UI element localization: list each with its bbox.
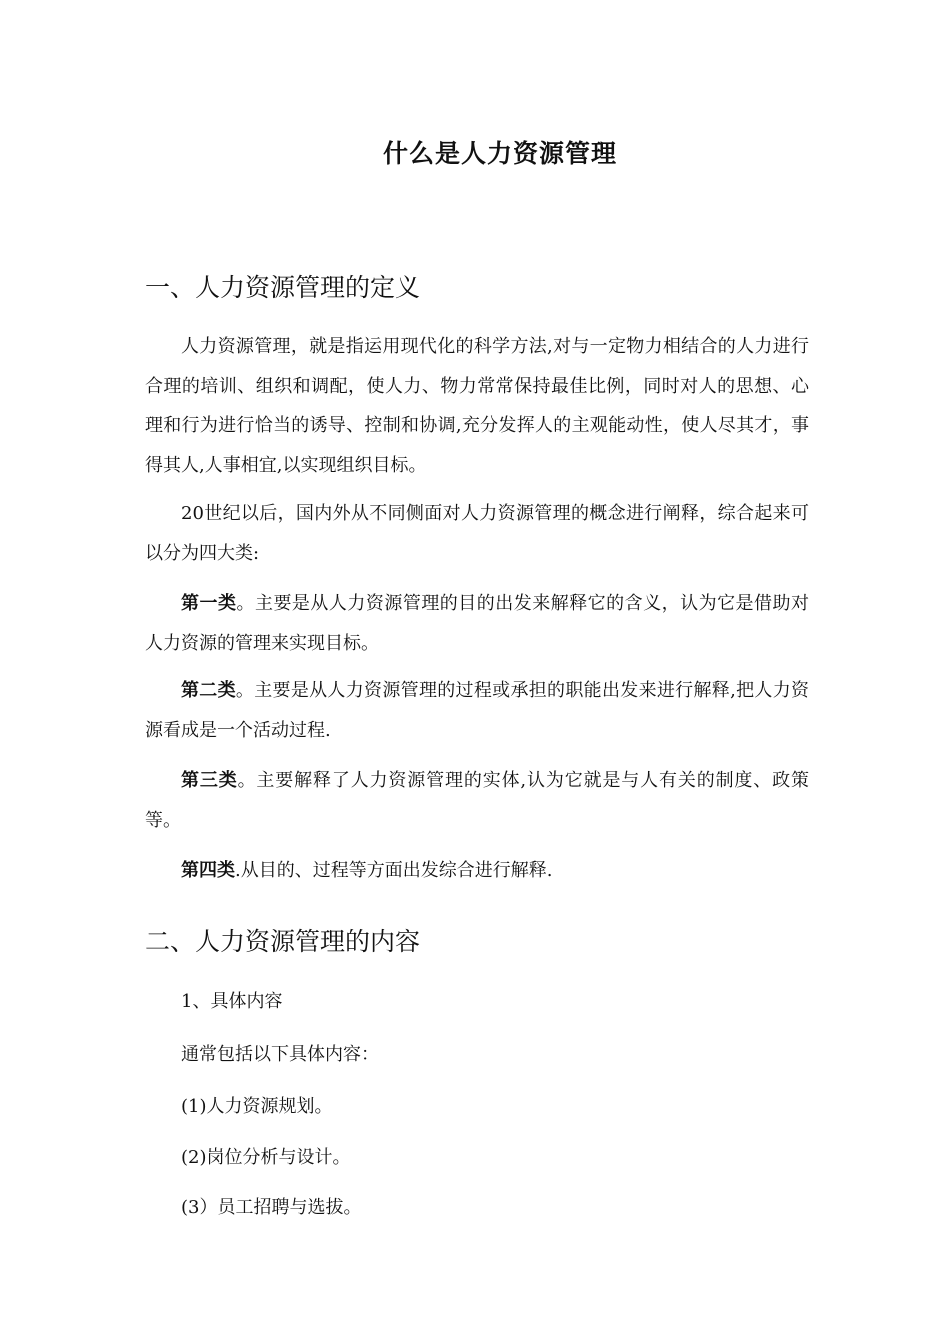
list-item: (2)岗位分析与设计。 <box>181 1147 351 1168</box>
category-lead-2: 第二类 <box>181 680 236 701</box>
section-heading-content: 二、人力资源管理的内容 <box>145 927 421 956</box>
section-heading-definition: 一、人力资源管理的定义 <box>145 273 421 302</box>
list-item: (3）员工招聘与选拔。 <box>181 1197 362 1218</box>
category-lead-3: 第三类 <box>181 770 238 791</box>
classification-intro-paragraph: 20世纪以后，国内外从不同侧面对人力资源管理的概念进行阐释，综合起来可以分为四大类: <box>145 503 809 564</box>
category-text-1: 。主要是从人力资源管理的目的出发来解释它的含义，认为它是借助对人力资源的管理来实现目标。 <box>145 593 810 654</box>
category-text-4: .从目的、过程等方面出发综合进行解释. <box>235 860 553 881</box>
category-text-2: 。主要是从人力资源管理的过程或承担的职能出发来进行解释,把人力资源看成是一个活动过程. <box>145 680 810 741</box>
category-paragraph-2 <box>145 671 809 750</box>
category-paragraph-1 <box>145 584 809 663</box>
category-paragraph-3 <box>145 761 809 840</box>
category-paragraph-4 <box>145 851 809 891</box>
content-subheading: 1、具体内容 <box>181 991 283 1012</box>
category-text-3: 。主要解释了人力资源管理的实体,认为它就是与人有关的制度、政策等。 <box>145 770 810 831</box>
category-lead-4: 第四类 <box>181 860 235 881</box>
document-title: 什么是人力资源管理 <box>382 139 617 168</box>
category-lead-1: 第一类 <box>181 593 237 614</box>
definition-paragraph: 人力资源管理，就是指运用现代化的科学方法,对与一定物力相结合的人力进行合理的培训、组织和调配，使人力、物力常常保持最佳比例，同时对人的思想、心理和行为进行恰当的诱导、控制和协调,充分发挥人的主观能动性，使人尽其才，事得其人,人事相宜,以实现组织目标。 <box>145 336 809 476</box>
content-intro: 通常包括以下具体内容： <box>181 1044 379 1065</box>
list-item: (1)人力资源规划。 <box>181 1096 333 1117</box>
